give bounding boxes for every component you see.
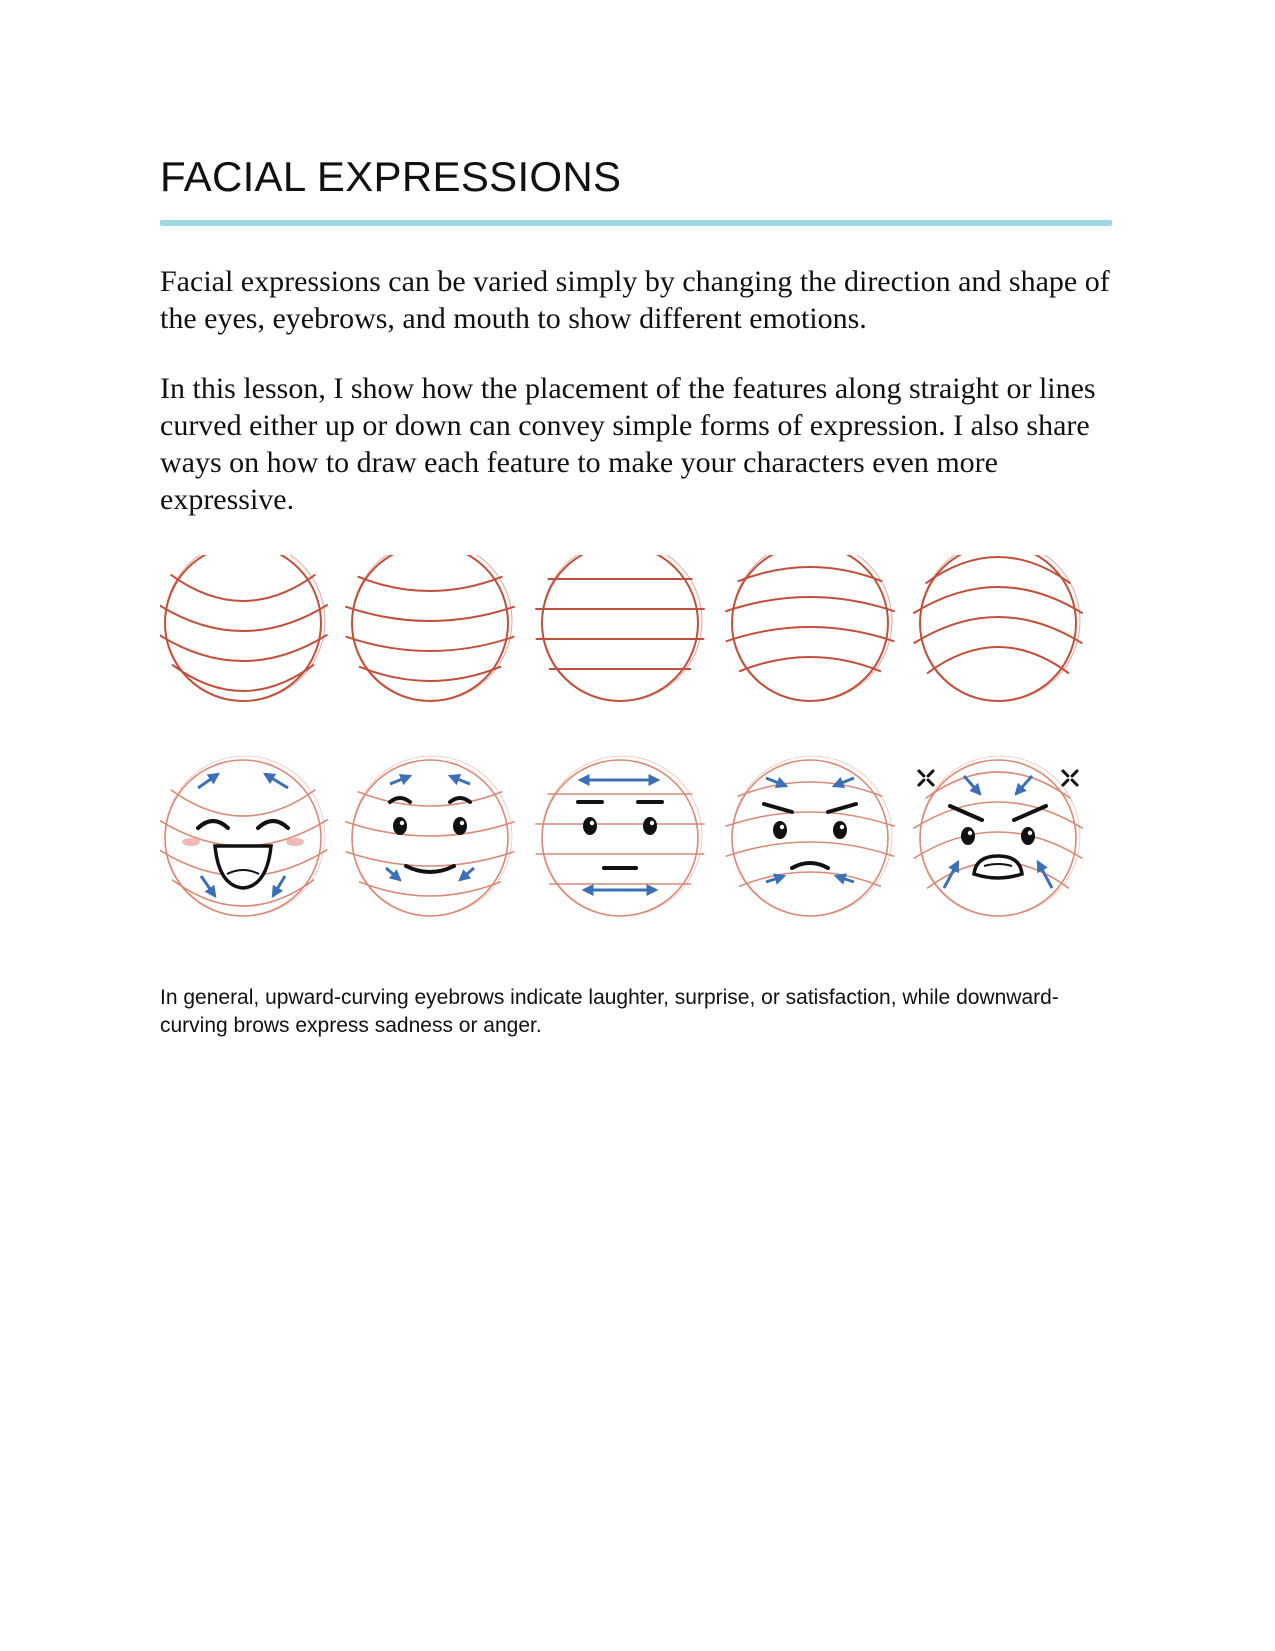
guide-line (345, 822, 514, 836)
intro-paragraph: Facial expressions can be varied simply by changing the direction and shape of the eyes, eyebrows, and mouth to show different emotions. (160, 265, 1110, 335)
guide-line (913, 587, 1082, 613)
eye (453, 817, 467, 835)
guide-line (358, 577, 503, 591)
expression-face-row (160, 756, 1083, 916)
eyebrow (450, 798, 470, 802)
anger-vein-icon (1072, 780, 1077, 785)
guide-line (739, 657, 881, 671)
anger-vein-icon (919, 780, 924, 785)
face-angry (913, 756, 1082, 916)
guide-line (726, 627, 895, 641)
guide-line (725, 812, 894, 826)
guide-line (927, 647, 1069, 673)
eye-highlight (840, 825, 844, 829)
guide-line (359, 667, 501, 681)
head-circle (165, 555, 321, 701)
eye (393, 817, 407, 835)
guide-line (160, 605, 328, 631)
direction-arrow (390, 776, 410, 784)
direction-arrow (964, 776, 980, 794)
title-underline (160, 220, 1112, 226)
expression-illustration (160, 555, 1120, 955)
anger-vein-icon (1072, 771, 1077, 776)
blush (286, 838, 304, 846)
guide-sketch-row (160, 555, 1083, 701)
direction-arrow (1016, 776, 1032, 794)
guide-line (345, 607, 514, 621)
direction-arrow (198, 774, 218, 788)
guide-sketch-straight (535, 555, 704, 701)
direction-arrow (450, 776, 470, 784)
guide-line (738, 567, 883, 581)
page-title: FACIAL EXPRESSIONS (160, 153, 622, 200)
direction-arrow (944, 862, 958, 888)
head-circle-sketch (920, 756, 1080, 916)
eye (773, 821, 787, 839)
eyebrow (828, 804, 856, 812)
direction-arrow (201, 876, 215, 896)
guide-line (726, 842, 895, 856)
eye (583, 817, 597, 835)
head-circle (352, 555, 508, 701)
guide-line (914, 617, 1083, 643)
eye (1021, 827, 1035, 845)
guide-line (171, 790, 316, 816)
eyebrow (950, 806, 982, 820)
face-laughing (160, 756, 328, 916)
direction-arrow (265, 774, 288, 788)
blush (182, 838, 200, 846)
head-circle (542, 555, 698, 701)
guide-line (160, 635, 327, 661)
eye-highlight (590, 821, 594, 825)
frown-mouth (792, 863, 828, 868)
anger-vein-icon (928, 780, 933, 785)
guide-line (725, 597, 894, 611)
guide-line (358, 792, 503, 806)
eye-highlight (1028, 831, 1032, 835)
anger-vein-icon (919, 771, 924, 776)
direction-arrow (1038, 862, 1052, 888)
eye-highlight (400, 821, 404, 825)
eyebrow (1014, 806, 1046, 820)
direction-arrow (460, 868, 474, 880)
eyebrow (764, 804, 792, 812)
guide-sketch-slightly-down (725, 555, 894, 701)
guide-line (346, 637, 515, 651)
guide-line (359, 882, 501, 896)
guide-sketch-up (160, 555, 328, 701)
anger-vein-icon (928, 771, 933, 776)
face-neutral (535, 756, 704, 916)
eye-highlight (650, 821, 654, 825)
direction-arrow (273, 876, 285, 896)
guide-line (739, 872, 881, 886)
guide-line (171, 575, 316, 601)
eye (961, 827, 975, 845)
head-circle-sketch (732, 756, 892, 916)
eye-highlight (780, 825, 784, 829)
eye (643, 817, 657, 835)
guide-line (346, 852, 515, 866)
eye-highlight (460, 821, 464, 825)
anger-vein-icon (1063, 780, 1068, 785)
open-mouth (215, 846, 271, 888)
figure-caption: In general, upward-curving eyebrows indicate laughter, surprise, or satisfaction, while downward-curving brows express sadness or anger. (160, 986, 1059, 1037)
guide-line (738, 782, 883, 796)
direction-arrow (386, 868, 400, 880)
closed-eye (198, 821, 228, 828)
closed-eye (258, 821, 288, 828)
eye-highlight (968, 831, 972, 835)
eye (833, 821, 847, 839)
guide-line (172, 665, 314, 691)
face-annoyed (725, 756, 894, 916)
guide-sketch-slightly-up (345, 555, 514, 701)
lesson-paragraph: In this lesson, I show how the placement of the features along straight or lines curved either up or down can convey simple forms of expression. I also share ways on how to draw each feature to make your characters even more expressive. (160, 372, 1096, 516)
eyebrow (390, 798, 410, 802)
smile-mouth (406, 866, 454, 872)
guide-line (913, 802, 1082, 828)
guide-sketch-down (913, 555, 1082, 701)
face-happy (345, 756, 514, 916)
shouting-mouth (974, 856, 1022, 878)
anger-vein-icon (1063, 771, 1068, 776)
